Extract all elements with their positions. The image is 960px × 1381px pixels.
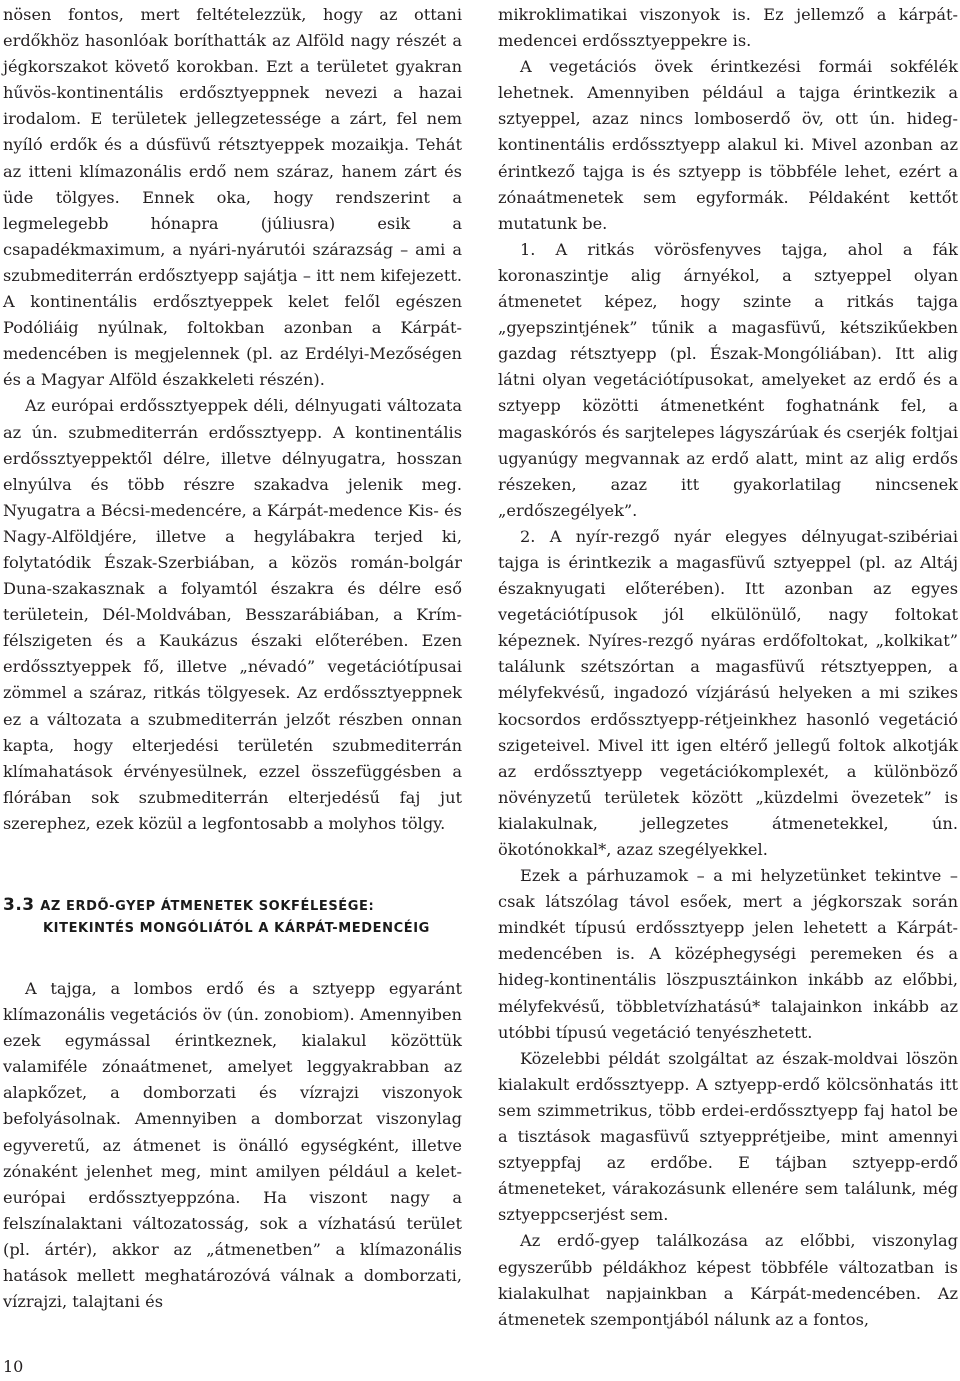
right-column: [498, 2, 958, 1333]
paragraph: A vegetációs övek érintkezési formái sokfélék lehetnek. Amennyiben például a tajga érintkezik a sztyeppel, azaz nincs lomboserdő öv, ott ún. hideg-kontinentális erdőssztyepp alakul ki. Mivel azonban az érintkező tajga is és sztyepp is többféle lehet, ezért a zónaátmenetek sem egyformák. Példaként kettőt mutatunk be.: [498, 57, 958, 233]
paragraph: mikroklimatikai viszonyok is. Ez jellemző a kárpát-medencei erdőssztyeppekre is.: [498, 5, 958, 51]
section-title-line1: AZ ERDŐ-GYEP ÁTMENETEK SOKFÉLESÉGE:: [40, 899, 375, 914]
paragraph: A tajga, a lombos erdő és a sztyepp egyaránt klímazonális vegetációs öv (ún. zonobiom). Amennyiben ezek egymással érintkeznek, kialakul közöttük valamiféle zónaátmenet, amelyet leggyakrabban az alapkőzet, a domborzati és vízrajzi viszonyok befolyásolnak. Amennyiben a domborzat viszonylag egyveretű, az átmenet is önálló egységként, illetve zónaként jelenhet meg, mint amilyen például a kelet-európai erdőssztyeppzóna. Ha viszont nagy a felszínalaktani változatosság, sok a vízhatású terület (pl. ártér), akkor az „átmenetben” a klímazonális hatások mellett meghatározóvá válnak a domborzati, vízrajzi, talajtani és: [3, 979, 462, 1312]
section-number: 3.3: [3, 895, 35, 915]
left-column: [3, 2, 462, 1315]
page-number: 10: [3, 1357, 24, 1376]
paragraph: nösen fontos, mert feltételezzük, hogy az ottani erdőkhöz hasonlóak boríthatták az Alföld nagy részét a jégkorszakot követő korokban. Ezt a területet gyakran hűvös-kontinentális erdősztyeppnek nevezi a hazai irodalom. E területek jellegzetessége a zárt, fel nem nyíló erdők és a dúsfüvű rétsztyeppek mozaikja. Tehát az itteni klímazonális erdő nem száraz, hanem zárt és üde tölgyes. Ennek oka, hogy rendszerint a legmelegebb hónapra (júliusra) esik a csapadékmaximum, a nyári-nyárutói szárazság – ami a szubmediterrán erdősztyepp sajátja – itt nem kifejezett. A kontinentális erdősztyeppek kelet felől egészen Podóliáig nyúlnak, foltokban azonban a Kárpát-medencében is megjelennek (pl. az Erdélyi-Mezőségen és a Magyar Alföld északkeleti részén).: [3, 5, 462, 390]
paragraph: Ezek a párhuzamok – a mi helyzetünket tekintve – csak látszólag távol esőek, mert a jégkorszak során mindkét típusú erdőssztyepp jelen lehetett a Kárpát-medencében is. A középhegységi peremeken és a hideg-kontinentális löszpusztáinkon inkább az előbbi, mélyfekvésű, többletvízhatású* talajainkon inkább az utóbbi típusú vegetáció tenyészhetett.: [498, 866, 958, 1042]
paragraph: Az európai erdőssztyeppek déli, délnyugati változata az ún. szubmediterrán erdőssztyepp. A kontinentális erdőssztyeppektől délre, illetve délnyugatra, hosszan elnyúlva és több részre szakadva jelenik meg. Nyugatra a Bécsi-medencére, a Kárpát-medence Kis- és Nagy-Alföldjére, illetve a hegylábakra terjed ki, folytatódik Észak-Szerbiában, a közös román-bolgár Duna-szakasznak a folyamtól északra és délre eső területein, Dél-Moldvában, Besszarábiában, a Krím-félszigeten és a Kaukázus északi előterében. Ezen erdőssztyeppek fő, illetve „névadó” vegetációtípusai zömmel a száraz, ritkás tölgyesek. Az erdőssztyeppnek ez a változata a szubmediterrán jelzőt részben onnan kapta, hogy elterjedési területén szubmediterrán klímahatások érvényesülnek, ezzel összefüggésben a flórában sok szubmediterrán elterjedésű faj jut szerephez, ezek közül a legfontosabb a molyhos tölgy.: [3, 396, 462, 833]
paragraph: Az erdő-gyep találkozása az előbbi, viszonylag egyszerűbb példákhoz képest többféle változatban is kialakulhat napjainkban a Kárpát-medencében. Az átmenetek szempontjából nálunk az a fontos,: [498, 1231, 958, 1329]
paragraph: 1. A ritkás vörösfenyves tajga, ahol a fák koronaszintje alig árnyékol, a sztyeppel olyan átmenetet képez, hogy szinte a ritkás tajga „gyepszintjének” tűnik a magasfüvű, kétszikűekben gazdag rétsztyepp (pl. Észak-Mongóliában). Itt alig látni olyan vegetációtípusokat, amelyeket az erdő és a sztyepp közötti átmenetként foghatnánk fel, a magaskórós és sarjtelepes lágyszárúak és cserjék foltjai ugyanúgy megvannak az erdő alatt, mint az alig erdős részeken, azaz itt gyakorlatilag nincsenek „erdőszegélyek”.: [498, 239, 958, 520]
paragraph: Közelebbi példát szolgáltat az észak-moldvai löszön kialakult erdőssztyepp. A sztyepp-erdő kölcsönhatás itt sem szimmetrikus, több erdei-erdőssztyepp faj hatol be a tisztások magasfüvű sztyepprétjeibe, mint amennyi sztyeppfaj az erdőbe. E tájban sztyepp-erdő átmeneteket, várakozásunk ellenére sem találunk, még sztyeppcserjést sem.: [498, 1048, 958, 1225]
paragraph: 2. A nyír-rezgő nyár elegyes délnyugat-szibériai tajga is érintkezik a magasfüvű sztyeppel (pl. az Altáj északnyugati előterében). Itt azonban az egyes vegetációtípusok jól elkülönülő, nagy foltokat képeznek. Nyíres-rezgő nyáras erdőfoltokat, „kolkikat” találunk szétszórtan a magasfüvű rétsztyeppen, a mélyfekvésű, ingadozó vízjárású helyeken a mi szikes kocsordos erdőssztyepp-rétjeinkhez hasonló vegetáció szigeteivel. Mivel itt igen eltérő jellegű foltok alkotják az erdőssztyepp vegetációkomplexét, a különböző növényzetű területek között „küzdelmi övezetek” is kialakulnak, jellegzetes átmenetekkel, ún. ökotónokkal*, azaz szegélyekkel.: [498, 526, 958, 859]
section-heading: [3, 895, 462, 940]
section-title-line2: KITEKINTÉS MONGÓLIÁTÓL A KÁRPÁT-MEDENCÉIG: [43, 921, 430, 936]
